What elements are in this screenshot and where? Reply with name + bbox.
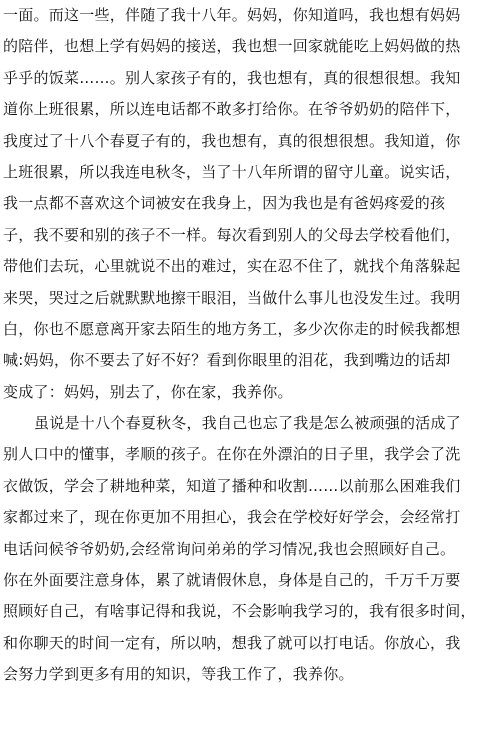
text-line: 电话问候爷爷奶奶,会经常询问弟弟的学习情况,我也会照顾好自己。 bbox=[3, 539, 456, 558]
text-line: 衣做饭，学会了耕地种菜，知道了播种和收割……以前那么困难我们 bbox=[3, 476, 461, 495]
text-line: 上班很累，所以我连电秋冬，当了十八年所谓的留守儿童。说实话， bbox=[3, 162, 461, 181]
document-page bbox=[3, 0, 483, 691]
text-line: 照顾好自己，有啥事记得和我说，不会影响我学习的，我有很多时间， bbox=[3, 602, 476, 621]
text-line: 乎乎的饭菜……。别人家孩子有的，我也想有，真的很想很想。我知 bbox=[3, 68, 461, 87]
text-line: 你在外面要注意身体，累了就请假休息，身体是自己的，千万千万要 bbox=[3, 571, 461, 590]
text-line: 白，你也不愿意离开家去陌生的地方务工，多少次你走的时候我都想 bbox=[3, 319, 461, 338]
paragraph-1 bbox=[3, 0, 483, 408]
text-line: 我度过了十八个春夏子有的，我也想有，真的很想很想。我知道，你 bbox=[3, 131, 461, 150]
text-line: 虽说是十八个春夏秋冬，我自己也忘了我是怎么被顽强的活成了 bbox=[34, 414, 462, 433]
text-line: 变成了：妈妈，别去了，你在家，我养你。 bbox=[3, 382, 293, 401]
text-line: 和你聊天的时间一定有，所以呐，想我了就可以打电话。你放心，我 bbox=[3, 633, 461, 652]
text-line: 道你上班很累，所以连电话都不敢多打给你。在爷爷奶奶的陪伴下， bbox=[3, 100, 461, 119]
paragraph-2 bbox=[3, 408, 483, 691]
text-line: 别人口中的懂事，孝顺的孩子。在你在外漂泊的日子里，我学会了洗 bbox=[3, 445, 461, 464]
text-line: 来哭，哭过之后就默默地擦干眼泪，当做什么事儿也没发生过。我明 bbox=[3, 288, 461, 307]
text-line: 家都过来了，现在你更加不用担心，我会在学校好好学会，会经常打 bbox=[3, 508, 461, 527]
text-line: 喊:妈妈，你不要去了好不好？看到你眼里的泪花，我到嘴边的话却 bbox=[3, 351, 451, 370]
text-line: 的陪伴，也想上学有妈妈的接送，我也想一回家就能吃上妈妈做的热 bbox=[3, 37, 461, 56]
text-line: 带他们去玩，心里就说不出的难过，实在忍不住了，就找个角落躲起 bbox=[3, 257, 461, 276]
text-line: 子，我不要和别的孩子不一样。每次看到别人的父母去学校看他们， bbox=[3, 225, 461, 244]
text-line: 一面。而这一些，伴随了我十八年。妈妈，你知道吗，我也想有妈妈 bbox=[3, 6, 461, 24]
text-line: 我一点都不喜欢这个词被安在我身上，因为我也是有爸妈疼爱的孩 bbox=[3, 194, 446, 213]
text-line: 会努力学到更多有用的知识，等我工作了，我养你。 bbox=[3, 665, 354, 684]
